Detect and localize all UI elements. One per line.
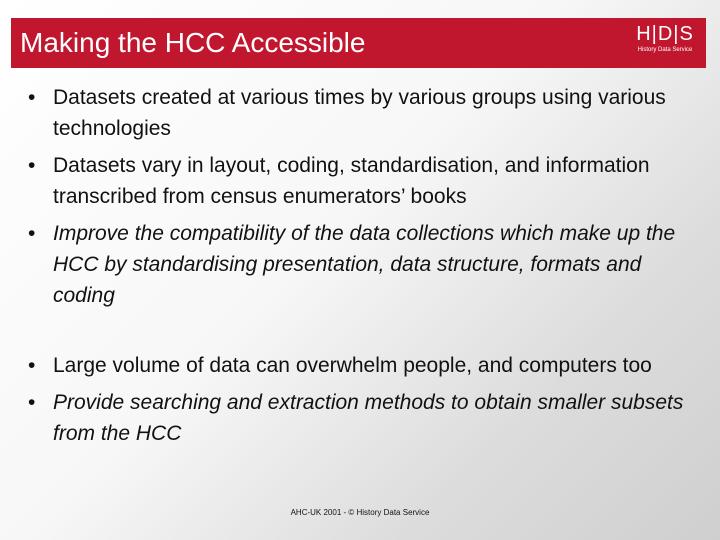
bullet-text: Improve the compatibility of the data collections which make up the HCC by standardising presentation, data structure, formats and coding	[53, 222, 676, 307]
logo-subtitle: History Data Service	[637, 47, 693, 53]
bullet-item	[28, 387, 698, 449]
bullet-item	[28, 218, 698, 311]
bullet-item	[28, 82, 698, 144]
bullet-glyph: •	[28, 86, 36, 109]
section-gap	[28, 317, 698, 350]
bullet-item	[28, 150, 698, 212]
bullet-item	[28, 350, 698, 381]
bullet-text: Large volume of data can overwhelm people, and computers too	[53, 354, 652, 377]
slide-footer: AHC-UK 2001 - © History Data Service	[290, 508, 430, 517]
bullet-text: Datasets vary in layout, coding, standardisation, and information transcribed from census enumerators’ books	[53, 154, 650, 208]
bullet-text: Provide searching and extraction methods to obtain smaller subsets from the HCC	[53, 391, 684, 445]
bullet-list-1	[28, 82, 698, 311]
title-bar	[11, 18, 706, 68]
logo-mark: H|D|S	[636, 23, 694, 45]
slide-content	[28, 82, 698, 455]
bullet-glyph: •	[28, 154, 36, 177]
bullet-glyph: •	[28, 222, 36, 245]
bullet-glyph: •	[28, 354, 36, 377]
bullet-text: Datasets created at various times by various groups using various technologies	[53, 86, 666, 140]
bullet-glyph: •	[28, 391, 36, 414]
bullet-list-2	[28, 350, 698, 449]
slide-title: Making the HCC Accessible	[20, 27, 366, 58]
hds-logo	[632, 23, 698, 63]
